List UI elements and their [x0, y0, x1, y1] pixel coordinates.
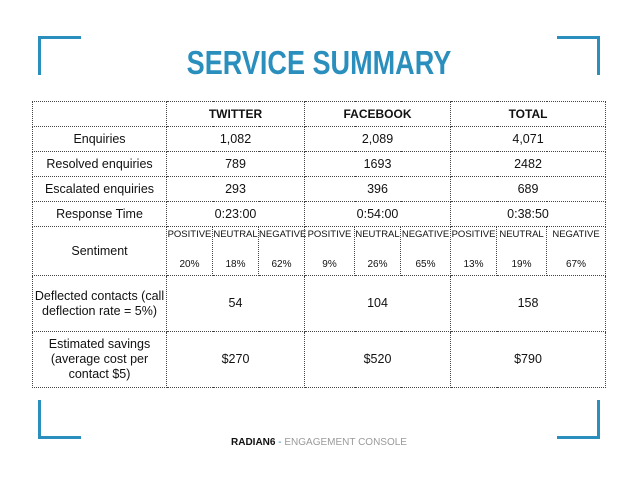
enquiries-twitter: 1,082	[167, 127, 305, 152]
table-row-savings	[33, 332, 606, 388]
sentiment-header-positive: POSITIVE	[451, 229, 496, 240]
table-row	[33, 177, 606, 202]
sentiment-value: 9%	[322, 259, 337, 270]
sentiment-twitter-negative	[259, 227, 305, 276]
sentiment-header-negative: NEGATIVE	[259, 229, 307, 240]
savings-twitter: $270	[167, 332, 305, 388]
sentiment-value: 19%	[511, 259, 532, 270]
table-row-deflected	[33, 276, 606, 332]
deflected-total: 158	[451, 276, 606, 332]
header-empty-cell	[33, 102, 167, 127]
savings-facebook: $520	[305, 332, 451, 388]
sentiment-value: 20%	[179, 259, 200, 270]
column-header-twitter: TWITTER	[167, 102, 305, 127]
sentiment-value: 67%	[566, 259, 587, 270]
resolved-twitter: 789	[167, 152, 305, 177]
row-label-savings: Estimated savings (average cost per contact $5)	[33, 332, 167, 388]
table-row-sentiment	[33, 227, 606, 276]
resolved-total: 2482	[451, 152, 606, 177]
enquiries-total: 4,071	[451, 127, 606, 152]
row-label-enquiries: Enquiries	[33, 127, 167, 152]
sentiment-header-positive: POSITIVE	[307, 229, 352, 240]
sentiment-total-negative	[547, 227, 606, 276]
row-label-resolved: Resolved enquiries	[33, 152, 167, 177]
escalated-twitter: 293	[167, 177, 305, 202]
sentiment-facebook-negative	[401, 227, 451, 276]
row-label-sentiment: Sentiment	[33, 227, 167, 276]
response-twitter: 0:23:00	[167, 202, 305, 227]
response-total: 0:38:50	[451, 202, 606, 227]
footer-brand: RADIAN6	[231, 437, 276, 448]
sentiment-total-neutral	[497, 227, 547, 276]
sentiment-facebook-neutral	[355, 227, 401, 276]
sentiment-header-positive: POSITIVE	[167, 229, 212, 240]
column-header-total: TOTAL	[451, 102, 606, 127]
sentiment-twitter-positive	[167, 227, 213, 276]
table-row	[33, 152, 606, 177]
frame-corner-bottom-right	[557, 400, 600, 439]
table-header-row	[33, 102, 606, 127]
column-header-facebook: FACEBOOK	[305, 102, 451, 127]
escalated-total: 689	[451, 177, 606, 202]
sentiment-total-positive	[451, 227, 497, 276]
deflected-facebook: 104	[305, 276, 451, 332]
sentiment-header-negative: NEGATIVE	[552, 229, 600, 240]
escalated-facebook: 396	[305, 177, 451, 202]
sentiment-value: 62%	[271, 259, 292, 270]
sentiment-value: 18%	[225, 259, 246, 270]
sentiment-header-negative: NEGATIVE	[401, 229, 450, 240]
row-label-escalated: Escalated enquiries	[33, 177, 167, 202]
sentiment-value: 65%	[415, 259, 436, 270]
footer	[0, 437, 638, 448]
footer-separator: -	[275, 437, 285, 448]
savings-total: $790	[451, 332, 606, 388]
table-row	[33, 127, 606, 152]
frame-corner-bottom-left	[38, 400, 81, 439]
sentiment-facebook-positive	[305, 227, 355, 276]
sentiment-twitter-neutral	[213, 227, 259, 276]
enquiries-facebook: 2,089	[305, 127, 451, 152]
sentiment-header-neutral: NEUTRAL	[499, 229, 544, 240]
resolved-facebook: 1693	[305, 152, 451, 177]
sentiment-header-neutral: NEUTRAL	[213, 229, 258, 240]
row-label-response-time: Response Time	[33, 202, 167, 227]
page-title: SERVICE SUMMARY	[186, 44, 452, 81]
response-facebook: 0:54:00	[305, 202, 451, 227]
table-row	[33, 202, 606, 227]
sentiment-value: 26%	[367, 259, 388, 270]
sentiment-value: 13%	[463, 259, 484, 270]
deflected-twitter: 54	[167, 276, 305, 332]
service-summary-table	[32, 101, 606, 388]
footer-console-label: ENGAGEMENT CONSOLE	[284, 437, 407, 448]
sentiment-header-neutral: NEUTRAL	[355, 229, 400, 240]
row-label-deflected: Deflected contacts (call deflection rate = 5%)	[33, 276, 167, 332]
